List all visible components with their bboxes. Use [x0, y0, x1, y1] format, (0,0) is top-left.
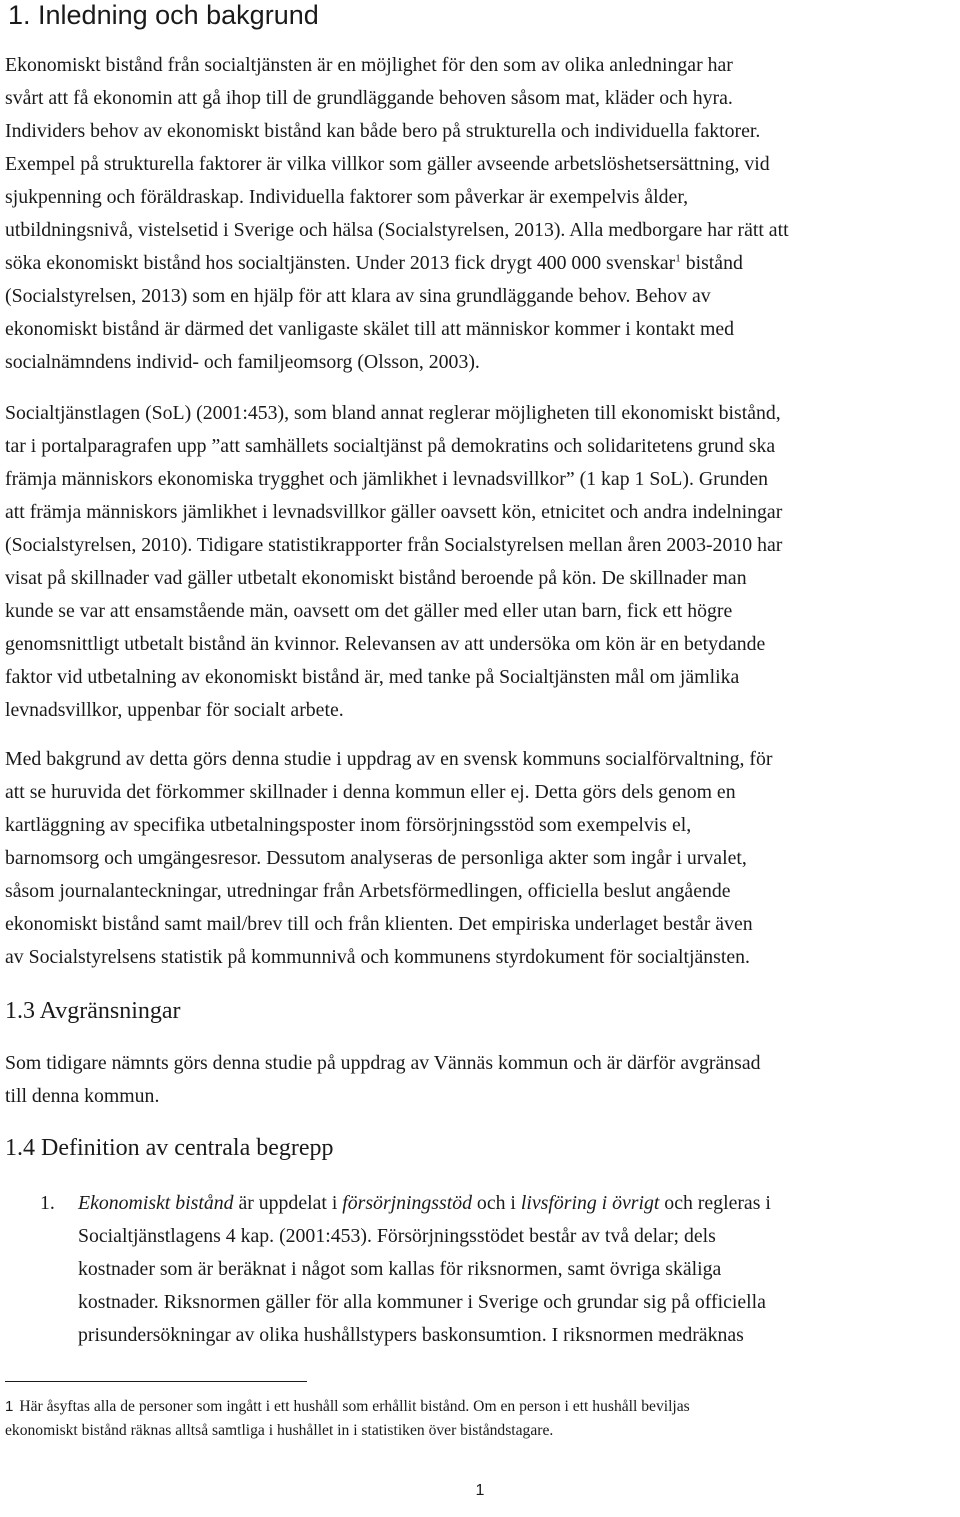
text-line: Exempel på strukturella faktorer är vilka villkor som gäller avseende arbetslöshetsersättning, vid: [5, 153, 770, 175]
text-line: Med bakgrund av detta görs denna studie i uppdrag av en svensk kommuns socialförvaltning, för: [5, 748, 773, 770]
section-heading: 1. Inledning och bakgrund: [8, 0, 319, 30]
text-line: Socialtjänstlagen (SoL) (2001:453), som bland annat reglerar möjligheten till ekonomiskt bistånd,: [5, 402, 781, 424]
subheading-avgransningar: 1.3 Avgränsningar: [5, 998, 181, 1024]
text-line: sjukpenning och föräldraskap. Individuella faktorer som påverkar är exempelvis ålder,: [5, 186, 689, 208]
text-segment: är uppdelat i: [233, 1192, 343, 1214]
paragraph-avgransningar: [5, 1047, 955, 1113]
text-line: ekonomiskt bistånd samt mail/brev till och från klienten. Det empiriska underlaget består även: [5, 913, 753, 935]
text-segment: söka ekonomiskt bistånd hos socialtjänsten. Under 2013 fick drygt 400 000 svenskar: [5, 252, 676, 274]
text-line: kostnader som är beräknat i något som kallas för riksnormen, samt övriga skäliga: [78, 1258, 722, 1280]
text-line: kostnader. Riksnormen gäller för alla kommuner i Sverige och grundar sig på officiella: [78, 1291, 766, 1313]
paragraph-background: [5, 49, 955, 379]
footnote-divider: [5, 1381, 307, 1382]
text-line: kunde se var att ensamstående män, oavsett om det gäller med eller utan barn, fick ett högre: [5, 600, 733, 622]
list-item-body: [78, 1187, 948, 1352]
subheading-definition: 1.4 Definition av centrala begrepp: [5, 1135, 334, 1161]
term-italic: Ekonomiskt bistånd: [78, 1192, 234, 1214]
text-line: Ekonomiskt bistånd från socialtjänsten är en möjlighet för den som av olika anledningar har: [5, 54, 733, 76]
footnote-reference[interactable]: 1: [675, 252, 681, 265]
text-line: socialnämndens individ- och familjeomsorg (Olsson, 2003).: [5, 351, 480, 373]
text-segment: bistånd: [680, 252, 743, 274]
text-line: [78, 1187, 948, 1220]
footnote-line: ekonomiskt bistånd räknas alltså samtliga i hushållet in i statistiken över biståndstagare.: [5, 1422, 554, 1439]
footnote-mark: 1: [5, 1398, 14, 1415]
text-line: ekonomiskt bistånd är därmed det vanligaste skälet till att människor kommer i kontakt med: [5, 318, 734, 340]
text-line: tar i portalparagrafen upp ”att samhällets socialtjänst på demokratins och solidaritetens grund ska: [5, 435, 776, 457]
text-line: att främja människors jämlikhet i levnadsvillkor gäller oavsett kön, etnicitet och andra indelningar: [5, 501, 783, 523]
text-line: främja människors ekonomiska trygghet och jämlikhet i levnadsvillkor” (1 kap 1 SoL). Grunden: [5, 468, 769, 490]
footnote: [5, 1395, 955, 1443]
text-line: Individers behov av ekonomiskt bistånd kan både bero på strukturella och individuella faktorer.: [5, 120, 761, 142]
text-line: (Socialstyrelsen, 2010). Tidigare statistikrapporter från Socialstyrelsen mellan åren 2003-2010 har: [5, 534, 783, 556]
text-line: till denna kommun.: [5, 1085, 160, 1107]
text-line: Som tidigare nämnts görs denna studie på uppdrag av Vännäs kommun och är därför avgränsad: [5, 1052, 761, 1074]
text-line: utbildningsnivå, vistelsetid i Sverige och hälsa (Socialstyrelsen, 2013). Alla medborgare har rätt att: [5, 219, 789, 241]
text-line: barnomsorg och umgängesresor. Dessutom analyseras de personliga akter som ingår i urvalet,: [5, 847, 747, 869]
text-line: Socialtjänstlagens 4 kap. (2001:453). Försörjningsstödet består av två delar; dels: [78, 1225, 716, 1247]
term-italic: försörjningsstöd: [342, 1192, 472, 1214]
paragraph-socialtjanstlagen: [5, 397, 955, 727]
page-number: 1: [475, 1482, 485, 1499]
paragraph-study-purpose: [5, 743, 955, 974]
text-line: levnadsvillkor, uppenbar för socialt arbete.: [5, 699, 344, 721]
text-line: genomsnittligt utbetalt bistånd än kvinnor. Relevansen av att undersöka om kön är en betydande: [5, 633, 766, 655]
text-line: faktor vid utbetalning av ekonomiskt bistånd är, med tanke på Socialtjänsten mål om jämlika: [5, 666, 740, 688]
text-line: (Socialstyrelsen, 2013) som en hjälp för att klara av sina grundläggande behov. Behov av: [5, 285, 711, 307]
text-line: att se huruvida det förkommer skillnader i denna kommun eller ej. Detta görs dels genom en: [5, 781, 736, 803]
text-segment: och regleras i: [659, 1192, 771, 1214]
footnote-text: Här åsyftas alla de personer som ingått i ett hushåll som erhållit bistånd. Om en person i ett hushåll beviljas: [19, 1398, 690, 1415]
text-line: prisundersökningar av olika hushållstypers baskonsumtion. I riksnormen medräknas: [78, 1324, 744, 1346]
text-line: såsom journalanteckningar, utredningar från Arbetsförmedlingen, officiella beslut angående: [5, 880, 731, 902]
text-line: av Socialstyrelsens statistik på kommunnivå och kommunens styrdokument för socialtjänsten.: [5, 946, 750, 968]
text-line: kartläggning av specifika utbetalningsposter inom försörjningsstöd som exempelvis el,: [5, 814, 692, 836]
text-line-with-footnote: [5, 247, 955, 280]
footnote-line: [5, 1395, 955, 1419]
text-segment: och i: [471, 1192, 521, 1214]
text-line: visat på skillnader vad gäller utbetalt ekonomiskt bistånd beroende på kön. De skillnader man: [5, 567, 747, 589]
text-line: svårt att få ekonomin att gå ihop till de grundläggande behoven såsom mat, kläder och hyra.: [5, 87, 733, 109]
list-number: 1.: [40, 1192, 55, 1214]
term-italic: livsföring i övrigt: [520, 1192, 660, 1214]
